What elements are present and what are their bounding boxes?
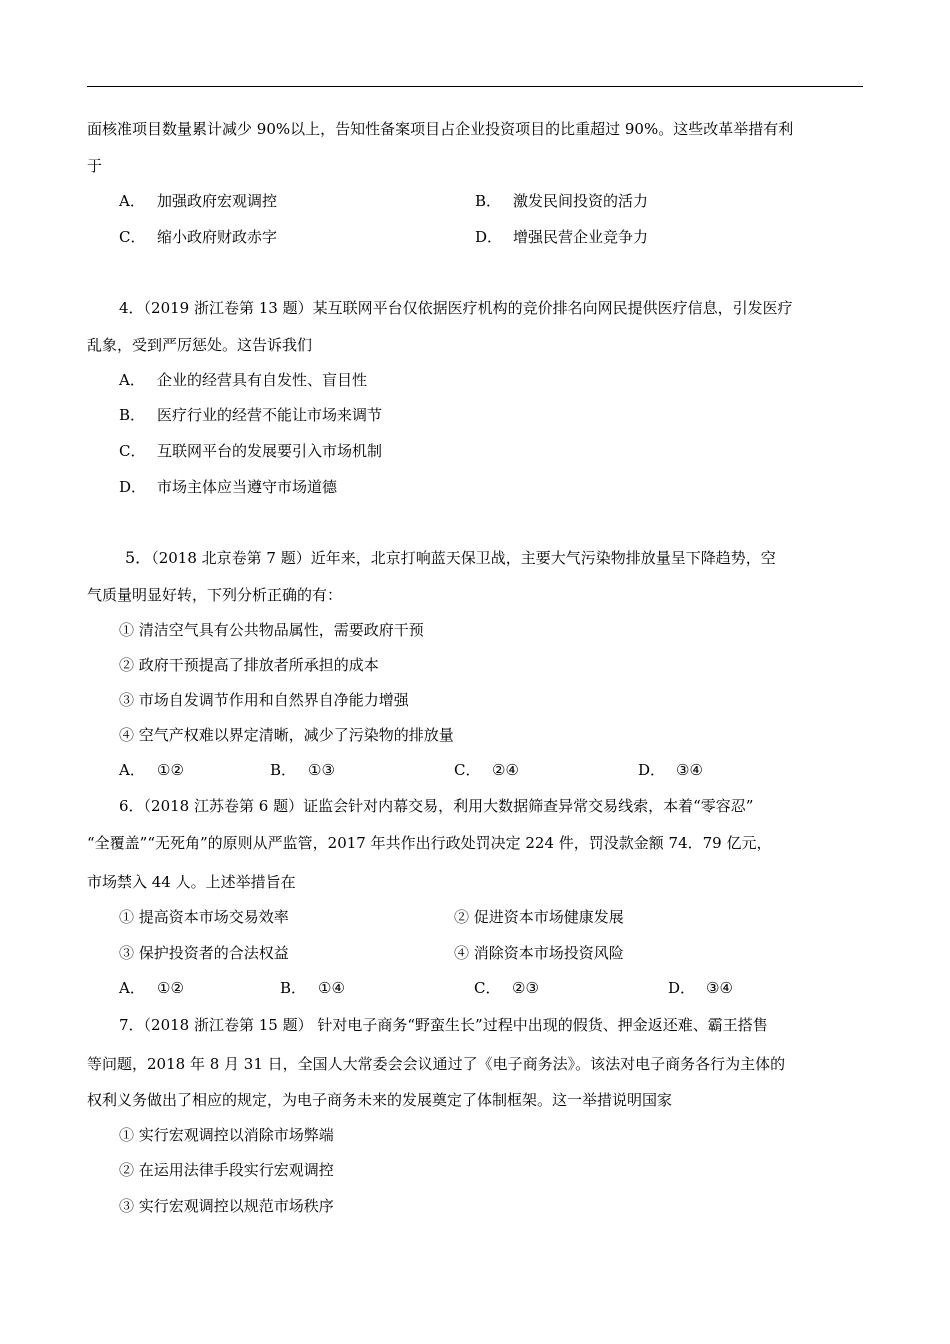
option-label: B． xyxy=(270,761,297,779)
option-text: ③④ xyxy=(676,761,703,779)
q5-item-2: ② 政府干预提高了排放者所承担的成本 xyxy=(119,656,379,674)
option-text: 互联网平台的发展要引入市场机制 xyxy=(157,442,383,460)
option-label: B． xyxy=(280,979,307,997)
q7-stem-line-1: 7．（2018 浙江卷第 15 题） 针对电子商务“野蛮生长”过程中出现的假货、押金返还难、霸王搭售 xyxy=(119,1016,768,1034)
option-text: ①② xyxy=(157,761,184,779)
option-text: 市场主体应当遵守市场道德 xyxy=(157,478,338,496)
q5-option-b[interactable] xyxy=(270,760,335,780)
option-label: C． xyxy=(119,228,146,246)
option-label: A． xyxy=(119,371,145,389)
option-text: ②④ xyxy=(492,761,519,779)
q5-item-3: ③ 市场自发调节作用和自然界自净能力增强 xyxy=(119,691,409,709)
q4-stem-line-1: 4．（2019 浙江卷第 13 题）某互联网平台仅依据医疗机构的竞价排名向网民提供医疗信息，引发医疗 xyxy=(119,299,793,317)
q4-option-c[interactable] xyxy=(119,441,382,461)
option-label: B． xyxy=(119,406,146,424)
q7-stem-line-2: 等问题，2018 年 8 月 31 日，全国人大常委会会议通过了《电子商务法》。该法对电子商务各行为主体的 xyxy=(87,1055,786,1073)
option-label: A． xyxy=(119,761,145,779)
option-text: ①④ xyxy=(318,979,345,997)
q4-option-a[interactable] xyxy=(119,370,367,390)
option-label: C． xyxy=(474,979,501,997)
option-label: D． xyxy=(475,228,503,246)
option-text: ①② xyxy=(157,979,184,997)
q3-option-b[interactable] xyxy=(475,191,648,211)
option-text: ②③ xyxy=(512,979,539,997)
option-text: ①③ xyxy=(308,761,335,779)
q3-option-a[interactable] xyxy=(119,191,277,211)
q5-option-c[interactable] xyxy=(454,760,519,780)
header-rule xyxy=(87,86,863,87)
q5-item-4: ④ 空气产权难以界定清晰，减少了污染物的排放量 xyxy=(119,726,454,744)
q6-item-2: ② 促进资本市场健康发展 xyxy=(454,908,624,926)
q7-item-3: ③ 实行宏观调控以规范市场秩序 xyxy=(119,1197,334,1215)
option-text: 企业的经营具有自发性、盲目性 xyxy=(157,371,368,389)
q3-stem-line-1: 面核准项目数量累计减少 90%以上，告知性备案项目占企业投资项目的比重超过 90%。这些改革举措有利 xyxy=(87,120,794,138)
option-text: 缩小政府财政赤字 xyxy=(157,228,278,246)
q7-item-2: ② 在运用法律手段实行宏观调控 xyxy=(119,1161,334,1179)
option-label: B． xyxy=(475,192,502,210)
option-text: 增强民营企业竞争力 xyxy=(513,228,649,246)
q5-option-d[interactable] xyxy=(638,760,703,780)
option-text: ③④ xyxy=(706,979,733,997)
option-label: D． xyxy=(638,761,666,779)
q6-stem-line-2: “全覆盖”“无死角”的原则从严监管，2017 年共作出行政处罚决定 224 件，罚没款金额 74．79 亿元， xyxy=(87,834,772,852)
q6-option-b[interactable] xyxy=(280,978,345,998)
q6-item-4: ④ 消除资本市场投资风险 xyxy=(454,944,624,962)
option-label: A． xyxy=(119,979,145,997)
q7-item-1: ① 实行宏观调控以消除市场弊端 xyxy=(119,1126,334,1144)
option-label: D． xyxy=(119,478,147,496)
option-label: C． xyxy=(454,761,481,779)
option-label: D． xyxy=(668,979,696,997)
q4-stem-line-2: 乱象，受到严厉惩处。这告诉我们 xyxy=(87,336,313,354)
q5-stem-text: （2018 北京卷第 7 题）近年来，北京打响蓝天保卫战，主要大气污染物排放量呈下降趋势，空 xyxy=(151,549,776,567)
q5-option-a[interactable] xyxy=(119,760,184,780)
q6-item-1: ① 提高资本市场交易效率 xyxy=(119,908,289,926)
q3-option-c[interactable] xyxy=(119,227,277,247)
q6-option-c[interactable] xyxy=(474,978,539,998)
option-text: 激发民间投资的活力 xyxy=(513,192,649,210)
q6-option-a[interactable] xyxy=(119,978,184,998)
option-text: 加强政府宏观调控 xyxy=(157,192,278,210)
option-label: A． xyxy=(119,192,145,210)
q6-option-d[interactable] xyxy=(668,978,733,998)
q6-stem-line-3: 市场禁入 44 人。上述举措旨在 xyxy=(87,873,296,891)
option-text: 医疗行业的经营不能让市场来调节 xyxy=(157,406,383,424)
option-label: C． xyxy=(119,442,146,460)
q3-option-d[interactable] xyxy=(475,227,648,247)
q7-stem-line-3: 权利义务做出了相应的规定，为电子商务未来的发展奠定了体制框架。这一举措说明国家 xyxy=(87,1091,673,1109)
q5-stem-line-1 xyxy=(125,548,776,568)
q5-stem-line-2: 气质量明显好转，下列分析正确的有： xyxy=(87,586,343,604)
q5-number: 5． xyxy=(125,548,152,567)
q6-item-3: ③ 保护投资者的合法权益 xyxy=(119,944,289,962)
q5-item-1: ① 清洁空气具有公共物品属性，需要政府干预 xyxy=(119,621,424,639)
q6-stem-line-1: 6．（2018 江苏卷第 6 题）证监会针对内幕交易，利用大数据筛查异常交易线索，本着“零容忍” xyxy=(119,797,754,815)
q3-stem-line-2: 于 xyxy=(87,157,103,175)
q4-option-b[interactable] xyxy=(119,405,382,425)
q4-option-d[interactable] xyxy=(119,477,337,497)
